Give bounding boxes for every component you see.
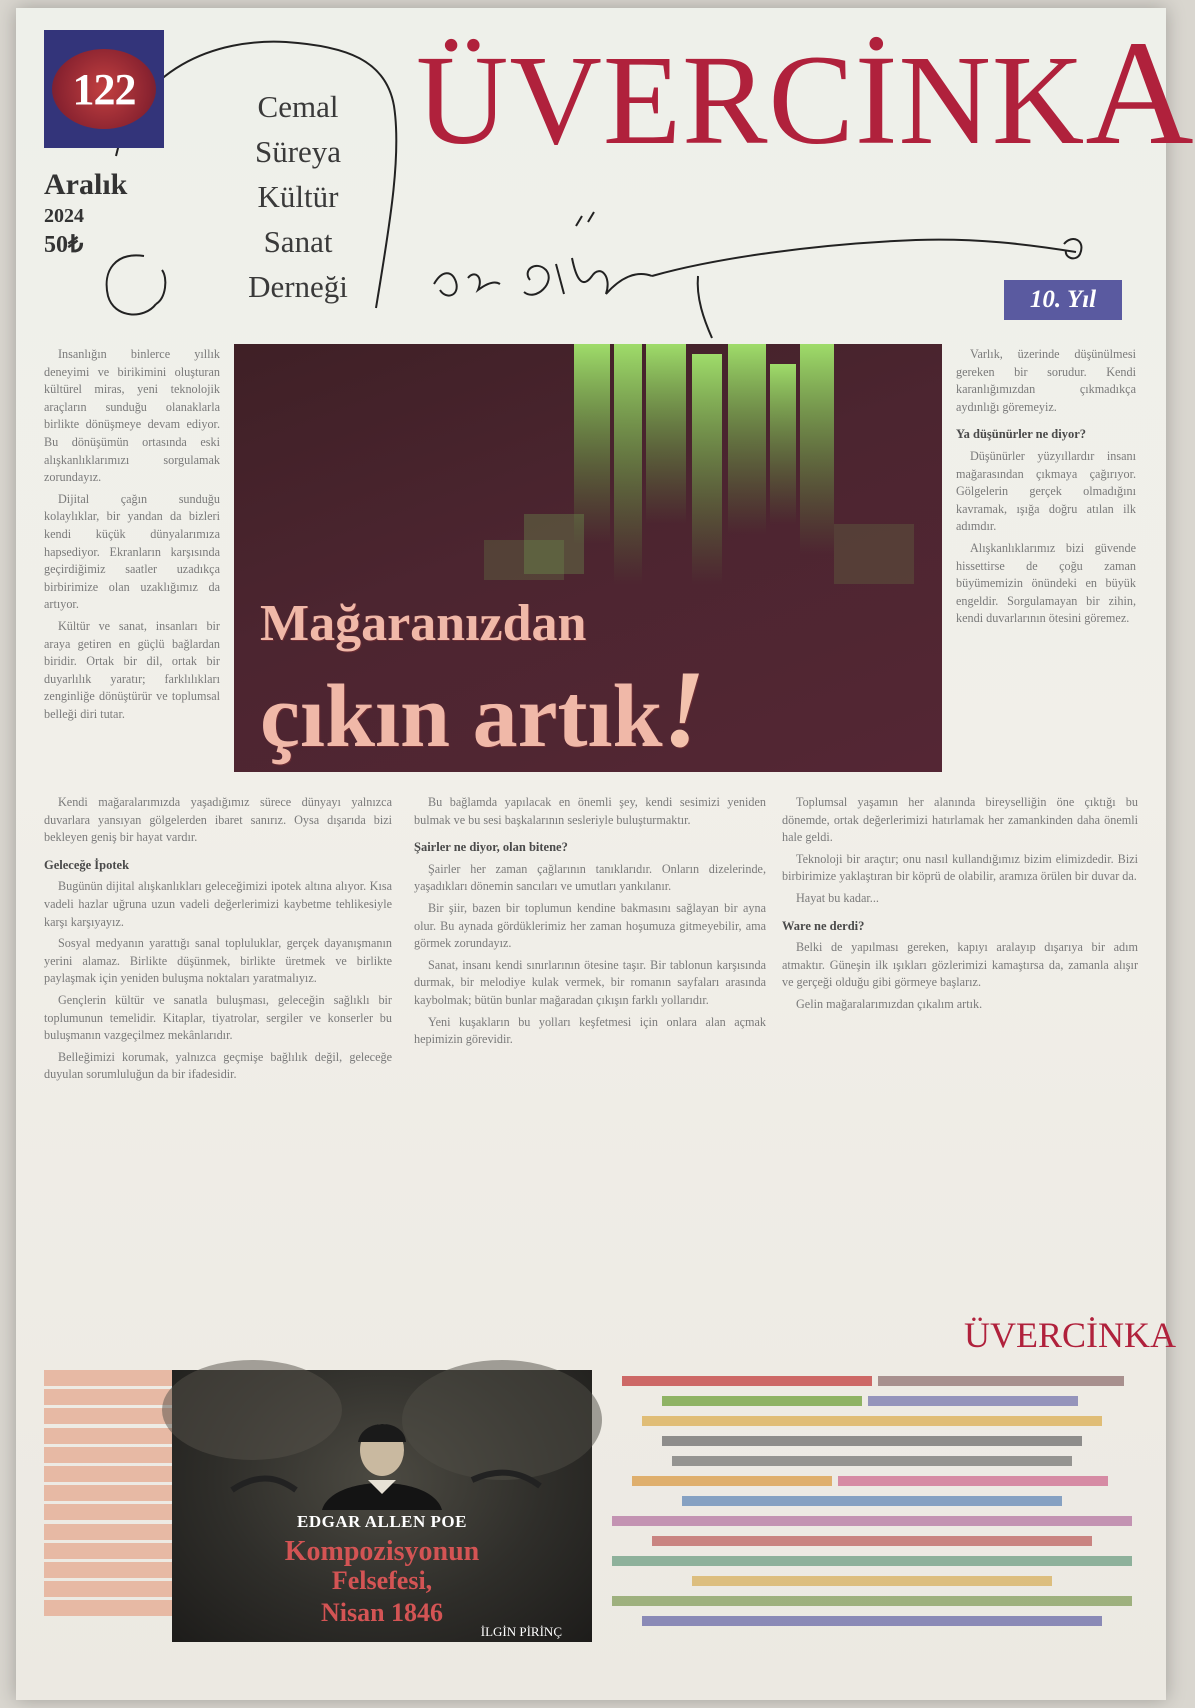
association-line: Süreya <box>254 134 342 169</box>
contributor-tab <box>44 1543 176 1559</box>
poe-portrait-image <box>172 1370 592 1642</box>
article-column-right-top: Varlık, üzerinde düşünülmesi gereken bir sorudur. Kendi karanlığımızdan çıkmadıkça aydınlığı göremeyiz. Ya düşünürler ne diyor? Düşünürler yüzyıllardır insanı mağarasından çıkmaya çağırıyor. Gölgelerin gerçek olmadığını kavramak, ışığa doğru atılan ilk adımdır. Alışkanlıklarımız bizi güvende hissettirse de çoğu zaman büyümemizin önündeki en büyük engeldir. Sorgulamayan bir zihin, kendi duvarlarının ötesini göremez. <box>956 347 1136 626</box>
article-column-2: Bu bağlamda yapılacak en önemli şey, kendi sesimizi yeniden bulmak ve bu sesi başkalarının sesleriyle buluşturmaktır. Şairler ne diyor, olan bitene? Şairler her zaman çağlarının tanıklarıdır. Onların dizelerinde, yaşadıkları dönemin sancıları ve umutları yankılanır. Bir şiir, bazen bir toplumun kendine bakmasını sağlayan bir ayna olur. Bu aynada gördüklerimiz her zaman hoşumuza gitmeyebilir, ama görmek zorundayız. Sanat, insanı kendi sınırlarının ötesine taşır. Bir tablonun karşısında durmak, bir melodiye kulak vermek, bir romanın sayfaları arasında kaybolmak; bütün bunlar mağaradan çıkışın farklı yollarıdır. Yeni kuşakların bu yolları keşfetmesi için onlara alan açmak hepimizin görevidir. <box>414 795 766 1047</box>
anniversary-badge: 10. Yıl <box>1004 280 1122 320</box>
issue-number: 122 <box>72 64 136 114</box>
contents-lines <box>602 1372 1142 1642</box>
poe-title-line-3: Nisan 1846 <box>320 1598 444 1627</box>
article-subheading: Geleceğe İpotek <box>44 857 130 872</box>
issue-year: 2024 <box>44 205 84 227</box>
issue-price: 50₺ <box>44 232 84 258</box>
issue-number-box <box>44 30 164 148</box>
article-column-1: Kendi mağaralarımızda yaşadığımız sürece dünyayı yalnızca duvarlara yansıyan gölgelerden ibaret sanırız. Oysa dışarıda bizi bekleyen geniş bir hayat vardır. Geleceğe İpotek Bugünün dijital alışkanlıkları geleceğimizi ipotek altına alıyor. Kısa vadeli hazlar uğruna uzun vadeli değerlerimizi kaybetme tehlikesiyle karşı karşıyayız. Sosyal medyanın yarattığı sanal topluluklar, gerçek dayanışmanın yerini alamaz. Birlikte düşünmek, birlikte üretmek ve birlikte paylaşmak için yeniden buluşma noktaları yaratmalıyız. Gençlerin kültür ve sanatla buluşması, geleceğin sağlıklı bir toplumunun temelidir. Kitaplar, tiyatrolar, sergiler ve konserler bu buluşmanın vazgeçilmez mekânlarıdır. Belleğimizi korumak, yalnızca geçmişe bağlılık değil, geleceğe duyulan sorumluluğun da bir ifadesidir. <box>44 795 392 1082</box>
feature-headline-exclamation: ! <box>662 648 706 770</box>
contributor-tab <box>44 1389 176 1405</box>
feature-headline-line-2 <box>260 646 705 773</box>
poe-name: EDGAR ALLEN POE <box>297 1512 467 1531</box>
contributor-tab <box>44 1408 176 1424</box>
contributor-tab <box>44 1447 176 1463</box>
association-line: Kültür <box>257 179 339 214</box>
contributor-tab <box>44 1562 176 1578</box>
contributor-tab <box>44 1485 176 1501</box>
feature-headline-line-2-text: çıkın artık <box>260 667 663 766</box>
contributor-tab <box>44 1600 176 1616</box>
article-column-3: Toplumsal yaşamın her alanında bireyselliğin öne çıktığı bu dönemde, ortak değerlerimizi hatırlamak her zamankinden daha önemli hale geldi. Teknoloji bir araçtır; onu nasıl kullandığımız bizim elimizdedir. Bizi birbirimize yaklaştıran bir köprü de olabilir, aramıza örülen bir duvar da. Hayat bu kadar... Ware ne derdi? Belki de yapılması gereken, kapıyı aralayıp dışarıya bir adım atmaktır. Güneşin ilk ışıkları gözlerimizi kamaştırsa da, zamanla alışır ve gerçeği olduğu gibi görmeye başlarız. Gelin mağaralarımızdan çıkalım artık. <box>782 795 1138 1011</box>
poe-title-line-2: Felsefesi, <box>331 1566 433 1595</box>
newspaper-page <box>16 8 1195 1700</box>
contributor-tab <box>44 1466 176 1482</box>
contributor-strip <box>44 1370 176 1619</box>
contributor-tab <box>44 1524 176 1540</box>
issue-number-circle <box>52 49 156 129</box>
association-line: Sanat <box>263 224 333 259</box>
article-subheading: Ware ne derdi? <box>782 918 865 933</box>
contributor-tab <box>44 1504 176 1520</box>
article-subheading: Şairler ne diyor, olan bitene? <box>414 840 568 855</box>
association-name <box>228 84 368 309</box>
article-column-left-top: Insanlığın binlerce yıllık deneyimi ve birikimini oluşturan kültürel miras, yeni teknolojik araçların sunduğu olanaklarla birlikte dönüşmeye devam ediyor. Bu dönüşümün ortasında eski alışkanlıklarımızı sorgulamak zorundayız. Dijital çağın sunduğu kolaylıklar, bir yandan da bizleri kendi küçük dünyalarımıza hapsediyor. Ekranların karşısında geçirdiğimiz saatler uzadıkça birbirimize olan uzaklığımız da artıyor. Kültür ve sanat, insanları bir araya getiren en güçlü bağlardan biridir. Ortak bir dil, ortak bir duyarlılık yaratır; farklılıkları zenginliğe dönüştürür ve toplumsal belleği diri tutar. <box>44 347 220 721</box>
feature-image <box>234 344 942 772</box>
association-line: Derneği <box>248 269 348 304</box>
issue-date <box>44 168 154 260</box>
poe-article-author: İLGİN PİRİNÇ <box>480 1624 562 1639</box>
issue-month: Aralık <box>44 168 128 201</box>
contents-list <box>602 1372 1142 1648</box>
closing-logo: ÜVERCİNKA <box>964 1315 1176 1355</box>
masthead-title-main: ÜVERCİNK <box>416 29 1086 171</box>
feature-headline-line-1: Mağaranızdan <box>260 595 587 652</box>
contributor-tab <box>44 1428 176 1444</box>
masthead-title-last-letter: A <box>1085 10 1195 176</box>
association-line: Cemal <box>257 89 339 124</box>
contributor-tab <box>44 1370 176 1386</box>
article-subheading: Ya düşünürler ne diyor? <box>956 427 1087 442</box>
contributor-tab <box>44 1581 176 1597</box>
poe-title-line-1: Kompozisyonun <box>284 1536 480 1567</box>
masthead-title <box>416 10 1195 176</box>
